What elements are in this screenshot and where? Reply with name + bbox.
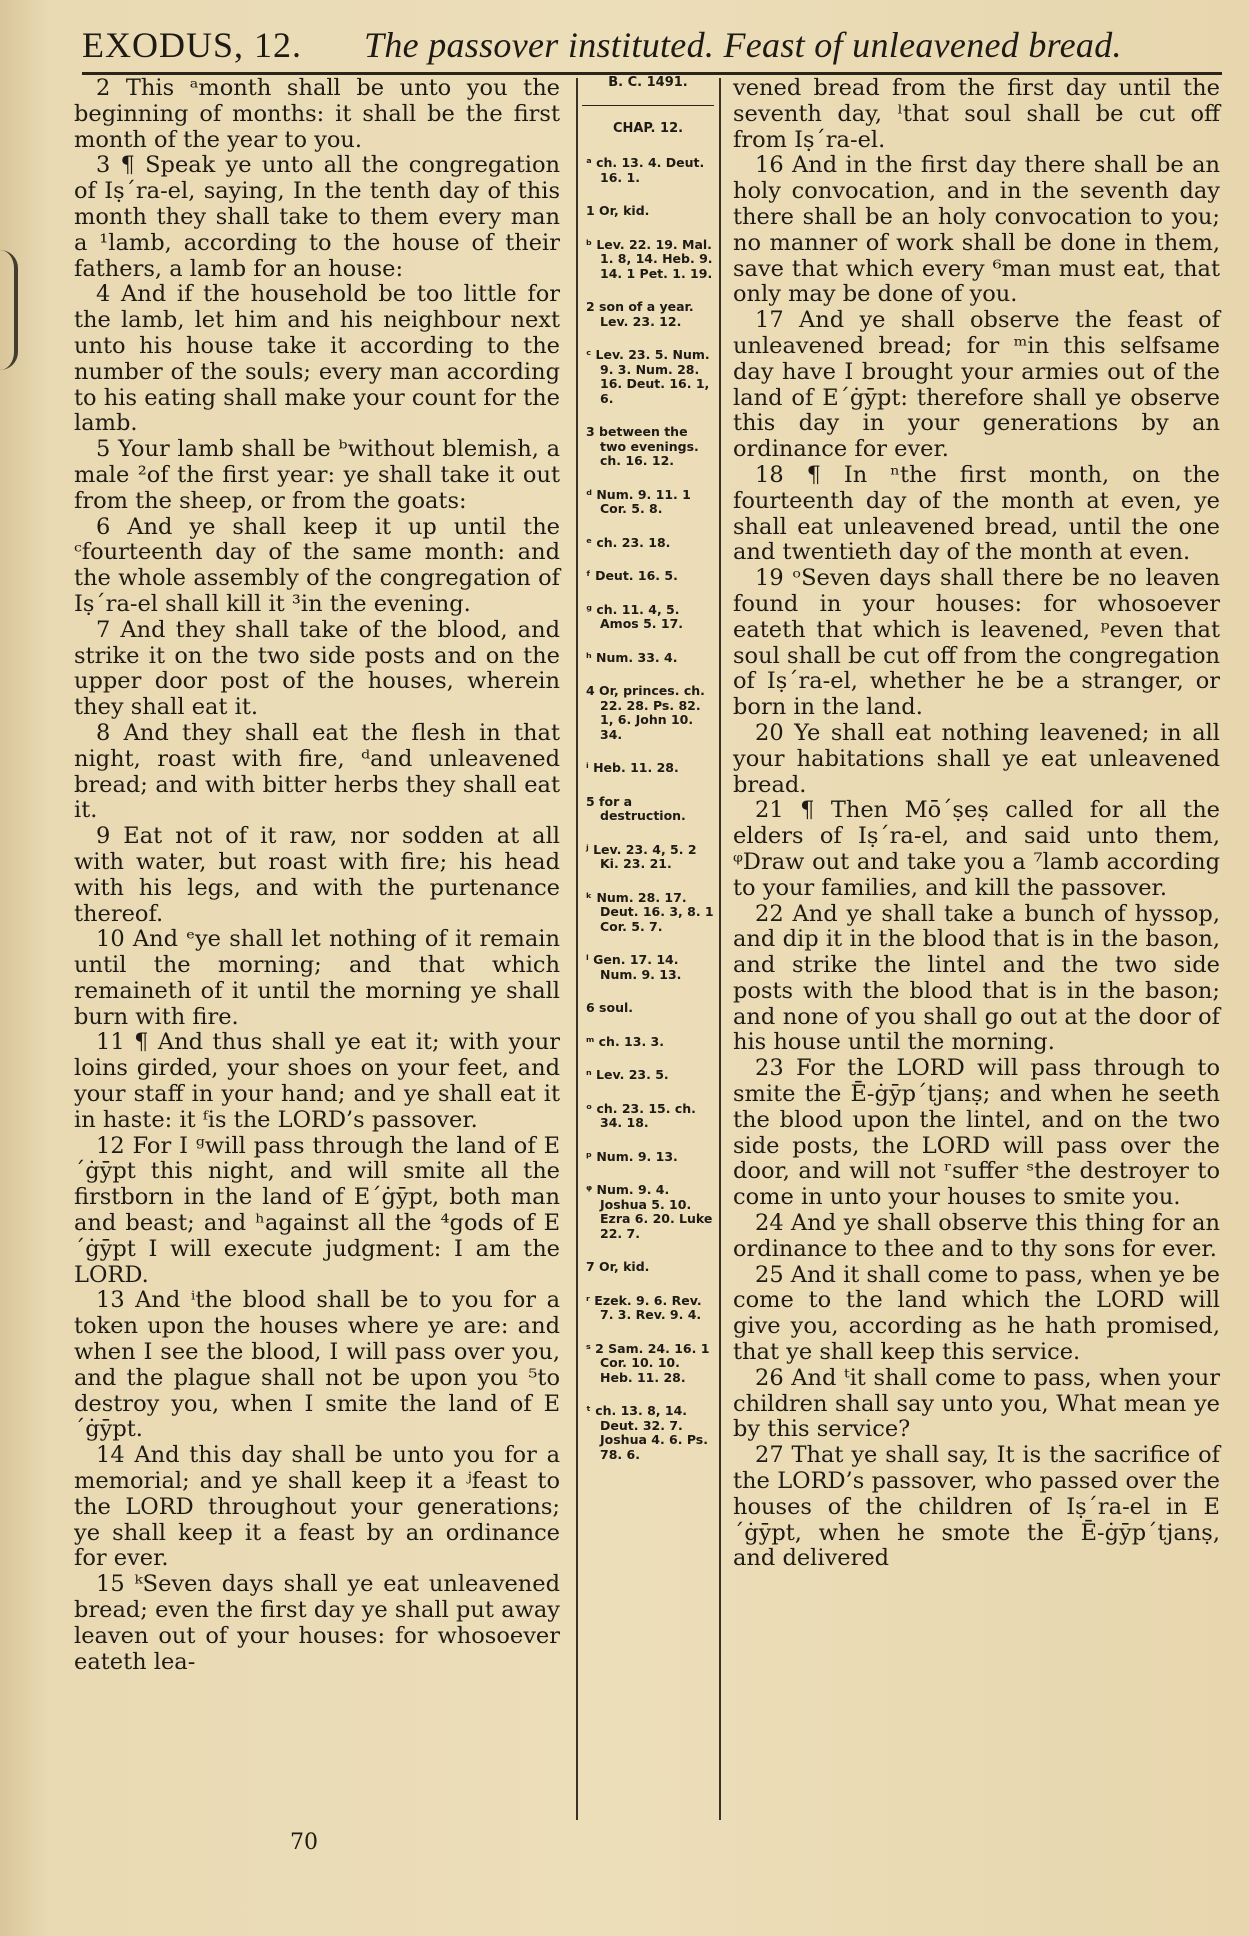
binding-mark	[0, 250, 18, 370]
reference-entry: ᵃ ch. 13. 4. Deut. 16. 1.	[586, 155, 705, 185]
verse: 17 And ye shall observe the feast of unleavened bread; for ᵐin this selfsame day have I brought your armies out of the land of E´ġȳpt: therefore shall ye observe this day in your generations by an ordinance for ever.	[733, 307, 1220, 463]
verse: 11 ¶ And thus shall ye eat it; with your loins girded, your shoes on your feet, and your staff in your hand; and ye shall eat it in haste: it ᶠis the LORD’s passover.	[74, 1029, 560, 1133]
reference-entry: 3 between the two evenings. ch. 16. 12.	[586, 424, 699, 468]
verse: 23 For the LORD will pass through to smite the Ē-ġȳp´tjanṣ; and when he seeth the blood upon the lintel, and on the two side posts, the LORD will pass over the door, and will not ʳsuffer ˢthe destroyer to come in unto your houses to smite you.	[733, 1055, 1220, 1211]
verse: 12 For I ᵍwill pass through the land of E´ġȳpt this night, and will smite all the firstborn in the land of E´ġȳpt, both man and beast; and ʰagainst all the ⁴gods of E´ġȳpt I will execute judgment: I am the LORD.	[74, 1132, 560, 1288]
reference-entry: ʳ Ezek. 9. 6. Rev. 7. 3. Rev. 9. 4.	[586, 1292, 702, 1322]
verse: 19 ᵒSeven days shall there be no leaven found in your houses: for whosoever eateth that which is leavened, ᵖeven that soul shall be cut off from the congregation of Iṣ´ra-el, whether he be a stranger, or born in the land.	[733, 565, 1220, 721]
reference-entry: ᵏ Num. 28. 17. Deut. 16. 3, 8. 1 Cor. 5. 7.	[586, 889, 714, 934]
verse: 7 And they shall take of the blood, and strike it on the two side posts and on the upper door post of the houses, wherein they shall eat it.	[74, 616, 560, 721]
right-text-column	[733, 76, 1220, 1572]
reference-entry: ⁱ Heb. 11. 28.	[586, 760, 679, 775]
verse: 18 ¶ In ⁿthe first month, on the fourteenth day of the month at even, ye shall eat unleavened bread, until the one and twentieth day of the month at even.	[733, 461, 1220, 566]
verse: 3 ¶ Speak ye unto all the congregation of Iṣ´ra-el, saying, In the tenth day of this month they shall take to them every man a ¹lamb, according to the house of their fathers, a lamb for an house:	[74, 152, 560, 282]
date-label: B. C. 1491.	[582, 76, 714, 106]
verse: vened bread from the first day until the seventh day, ˡthat soul shall be cut off from Iṣ´ra-el.	[733, 75, 1220, 153]
section-title: The passover instituted. Feast of unleavened bread.	[364, 25, 1122, 65]
verse: 2 This ᵃmonth shall be unto you the beginning of months: it shall be the first month of the year to you.	[74, 75, 560, 153]
reference-entry: ᵖ Num. 9. 13.	[586, 1148, 678, 1164]
verse: 16 And in the first day there shall be an holy convocation, and in the seventh day there shall be an holy convocation to you; no manner of work shall be done in them, save that which every ⁶man must eat, that only may be done of you.	[733, 152, 1220, 308]
reference-entry: ʲ Lev. 23. 4, 5. 2 Ki. 23. 21.	[586, 841, 697, 871]
verse: 14 And this day shall be unto you for a memorial; and ye shall keep it a ʲfeast to the LORD throughout your generations; ye shall keep it a feast by an ordinance for ever.	[74, 1442, 560, 1572]
verse: 21 ¶ Then Mō´ṣeṣ called for all the elders of Iṣ´ra-el, and said unto them, ᵠDraw out and take you a ⁷lamb according to your families, and kill the passover.	[733, 797, 1220, 901]
left-text-column	[74, 76, 560, 1675]
reference-entry: ⁿ Lev. 23. 5.	[586, 1067, 669, 1082]
reference-entry: ᵐ ch. 13. 3.	[586, 1033, 664, 1049]
reference-entry: 7 Or, kid.	[586, 1259, 650, 1274]
reference-entry: ʰ Num. 33. 4.	[586, 649, 678, 665]
reference-entry: ᵇ Lev. 22. 19. Mal. 1. 8, 14. Heb. 9. 14. 1 Pet. 1. 19.	[586, 236, 713, 281]
column-divider	[576, 78, 578, 1820]
verse: 20 Ye shall eat nothing leavened; in all your habitations shall ye eat unleavened bread.	[733, 719, 1220, 798]
reference-entry: ᵗ ch. 13. 8, 14. Deut. 32. 7. Joshua 4. 6. Ps. 78. 6.	[586, 1403, 708, 1462]
verse: 10 And ᵉye shall let nothing of it remain until the morning; and that which remaineth of it until the morning ye shall burn with fire.	[74, 926, 560, 1030]
page-header	[82, 14, 1222, 75]
book-chapter: EXODUS, 12.	[82, 25, 303, 65]
chapter-label: CHAP. 12.	[612, 120, 684, 136]
reference-entry: ᵈ Num. 9. 11. 1 Cor. 5. 8.	[586, 486, 691, 516]
reference-entry: ˢ 2 Sam. 24. 16. 1 Cor. 10. 10. Heb. 11. 28.	[586, 1340, 710, 1385]
reference-entry: 4 Or, princes. ch. 22. 28. Ps. 82. 1, 6. John 10. 34.	[586, 683, 705, 742]
verse: 26 And ᵗit shall come to pass, when your children shall say unto you, What mean ye by this service?	[733, 1364, 1220, 1443]
verse: 24 And ye shall observe this thing for an ordinance to thee and to thy sons for ever.	[733, 1210, 1220, 1262]
reference-entry: 6 soul.	[586, 1000, 634, 1015]
verse: 13 And ⁱthe blood shall be to you for a token upon the houses where ye are: and when I see the blood, I will pass over you, and the plague shall not be upon you ⁵to destroy you, when I smite the land of E´ġȳpt.	[74, 1287, 560, 1443]
reference-entry: 2 son of a year. Lev. 23. 12.	[586, 299, 694, 329]
reference-entry: ᵉ ch. 23. 18.	[586, 534, 671, 550]
verse: 27 That ye shall say, It is the sacrifice of the LORD’s passover, who passed over the houses of the children of Iṣ´ra-el in E´ġȳpt, when he smote the Ē-ġȳp´tjanṣ, and delivered	[733, 1442, 1220, 1572]
reference-entry: ᵒ ch. 23. 15. ch. 34. 18.	[586, 1100, 696, 1130]
column-divider	[719, 78, 721, 1820]
reference-column	[582, 76, 714, 1481]
verse: 4 And if the household be too little for the lamb, let him and his neighbour next unto his house take it according to the number of the souls; every man according to his eating shall make your count for the lamb.	[74, 281, 560, 437]
reference-entry: 1 Or, kid.	[586, 203, 650, 218]
verse: 8 And they shall eat the flesh in that night, roast with fire, ᵈand unleavened bread; and with bitter herbs they shall eat it.	[74, 719, 560, 824]
reference-entry: ˡ Gen. 17. 14. Num. 9. 13.	[586, 952, 682, 982]
reference-entry: ᵍ ch. 11. 4, 5. Amos 5. 17.	[586, 601, 684, 631]
verse: 15 ᵏSeven days shall ye eat unleavened bread; even the first day ye shall put away leaven out of your houses: for whosoever eateth lea-	[74, 1571, 560, 1675]
verse: 9 Eat not of it raw, nor sodden at all with water, but roast with fire; his head with his legs, and with the purtenance thereof.	[74, 823, 560, 927]
verse: 22 And ye shall take a bunch of hyssop, and dip it in the blood that is in the bason, and strike the lintel and the two side posts with the blood that is in the bason; and none of you shall go out at the door of his house until the morning.	[733, 900, 1220, 1056]
reference-entry: ᶠ Deut. 16. 5.	[586, 568, 678, 583]
verse: 6 And ye shall keep it up until the ᶜfourteenth day of the same month: and the whole assembly of the congregation of Iṣ´ra-el shall kill it ³in the evening.	[74, 513, 560, 617]
reference-entry: ᶜ Lev. 23. 5. Num. 9. 3. Num. 28. 16. Deut. 16. 1, 6.	[586, 347, 710, 406]
reference-entry: ᵠ Num. 9. 4. Joshua 5. 10. Ezra 6. 20. Luke 22. 7.	[586, 1182, 713, 1241]
reference-entry: 5 for a destruction.	[586, 793, 686, 823]
page-number: 70	[290, 1830, 318, 1855]
verse: 5 Your lamb shall be ᵇwithout blemish, a male ²of the first year: ye shall take it out from the sheep, or from the goats:	[74, 436, 560, 514]
verse: 25 And it shall come to pass, when ye be come to the land which the LORD will give you, according as he hath promised, that ye shall keep this service.	[733, 1261, 1220, 1366]
